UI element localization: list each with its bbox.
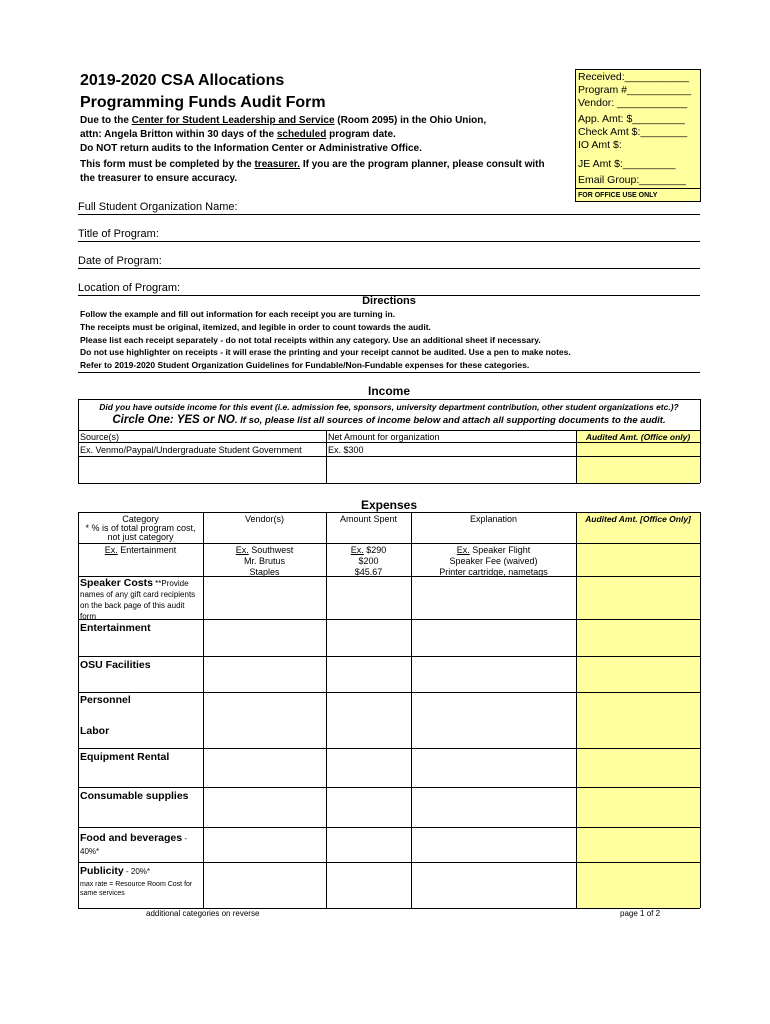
program-title-field[interactable]: Title of Program:	[78, 228, 700, 242]
category-labor: Labor	[80, 725, 110, 737]
page-number: page 1 of 2	[620, 909, 661, 918]
received-field[interactable]: Received:___________	[578, 71, 689, 83]
program-number-field[interactable]: Program #___________	[578, 84, 692, 96]
income-col-audited: Audited Amt. (Office only)	[585, 432, 691, 442]
income-source-input[interactable]	[79, 457, 325, 482]
expenses-col-explanation: Explanation	[469, 514, 518, 524]
office-use-label: FOR OFFICE USE ONLY	[576, 188, 700, 202]
category-entertainment: Entertainment	[80, 622, 151, 634]
income-example-net: Ex. $300	[328, 445, 364, 455]
expenses-col-audited: Audited Amt. [Office Only]	[585, 514, 691, 524]
office-use-box	[575, 69, 701, 202]
publicity-max-rate-note: max rate = Resource Room Cost for same services	[80, 881, 193, 897]
treasurer-note-1: This form must be completed by the treasurer. If you are the program planner, please consult with	[80, 159, 545, 170]
form-title-line1: 2019-2020 CSA Allocations	[80, 72, 285, 89]
org-name-field[interactable]: Full Student Organization Name:	[78, 201, 700, 215]
income-col-source: Source(s)	[80, 432, 120, 442]
footer-reverse-note: additional categories on reverse	[146, 909, 260, 918]
expenses-col-amount: Amount Spent	[339, 514, 398, 524]
direction-line-2: The receipts must be original, itemized, and legible in order to count towards the audit.	[80, 322, 431, 332]
app-amt-field[interactable]: App. Amt: $_________	[578, 113, 685, 125]
directions-divider	[78, 372, 700, 373]
osu-facilities-entry[interactable]	[204, 657, 575, 692]
example-vendors: Ex. Southwest Mr. Brutus Staples	[235, 545, 294, 577]
treasurer-note-2: the treasurer to ensure accuracy.	[80, 173, 238, 184]
direction-line-1: Follow the example and fill out information for each receipt you are turning in.	[80, 309, 396, 319]
category-osu-facilities: OSU Facilities	[80, 659, 151, 671]
publicity-entry[interactable]	[204, 863, 575, 908]
category-speaker-costs: Speaker Costs **Provide names of any gift card recipients on the back page of this audit form	[80, 577, 196, 621]
direction-line-5: Refer to 2019-2020 Student Organization Guidelines for Fundable/Non-Fundable expenses for these categories.	[80, 360, 530, 370]
equipment-rental-entry[interactable]	[204, 749, 575, 787]
expenses-category-note: * % is of total program cost, not just category	[85, 523, 196, 542]
personnel-labor-entry[interactable]	[204, 693, 575, 748]
example-amounts: Ex. $290 $200 $45.67	[350, 545, 387, 577]
income-question: Did you have outside income for this event (i.e. admission fee, sponsors, university department contribution, other student organizations etc.)?	[99, 402, 679, 412]
category-food-beverages: Food and beverages - 40%*	[80, 832, 187, 856]
form-title-line2: Programming Funds Audit Form	[80, 94, 326, 111]
expenses-heading: Expenses	[360, 498, 418, 512]
example-explanations: Ex. Speaker Flight Speaker Fee (waived) Printer cartridge, nametags	[439, 545, 548, 577]
expenses-col-vendor: Vendor(s)	[244, 514, 285, 524]
example-category: Ex. Entertainment	[104, 545, 177, 555]
income-example-source: Ex. Venmo/Paypal/Undergraduate Student Government	[80, 445, 302, 455]
speaker-costs-entry[interactable]	[204, 577, 575, 619]
program-location-field[interactable]: Location of Program:	[78, 282, 700, 296]
category-equipment-rental: Equipment Rental	[80, 751, 170, 763]
income-net-input[interactable]	[327, 457, 575, 482]
je-amt-field[interactable]: JE Amt $:_________	[578, 158, 676, 170]
direction-line-4: Do not use highlighter on receipts - it will erase the printing and your receipt cannot be audited. Use a pen to make notes.	[80, 347, 571, 357]
io-amt-field[interactable]: IO Amt $:	[578, 139, 622, 151]
income-col-net: Net Amount for organization	[328, 432, 440, 442]
income-circle-one[interactable]: Circle One: YES or NO. If so, please list all sources of income below and attach all supporting documents to the audit.	[112, 414, 666, 426]
email-group-field[interactable]: Email Group:________	[578, 174, 686, 186]
food-beverages-entry[interactable]	[204, 828, 575, 862]
category-publicity: Publicity - 20%*	[80, 865, 150, 877]
expenses-audited-column	[576, 512, 700, 908]
income-heading: Income	[367, 384, 410, 398]
expenses-col-category: Category	[122, 514, 159, 524]
submission-instructions-1: Due to the Center for Student Leadership and Service (Room 2095) in the Ohio Union,	[80, 115, 487, 126]
category-personnel: Personnel	[80, 694, 131, 706]
category-consumable-supplies: Consumable supplies	[80, 790, 189, 802]
directions-heading: Directions	[362, 295, 416, 307]
submission-instructions-2: attn: Angela Britton within 30 days of the scheduled program date.	[80, 129, 396, 140]
check-amt-field[interactable]: Check Amt $:________	[578, 126, 688, 138]
program-date-field[interactable]: Date of Program:	[78, 255, 700, 269]
vendor-field[interactable]: Vendor: ____________	[578, 97, 688, 109]
consumable-supplies-entry[interactable]	[204, 788, 575, 827]
submission-instructions-3: Do NOT return audits to the Information Center or Administrative Office.	[80, 143, 422, 154]
entertainment-entry[interactable]	[204, 620, 575, 656]
direction-line-3: Please list each receipt separately - do not total receipts within any category. Use an additional sheet if necessary.	[80, 335, 541, 345]
